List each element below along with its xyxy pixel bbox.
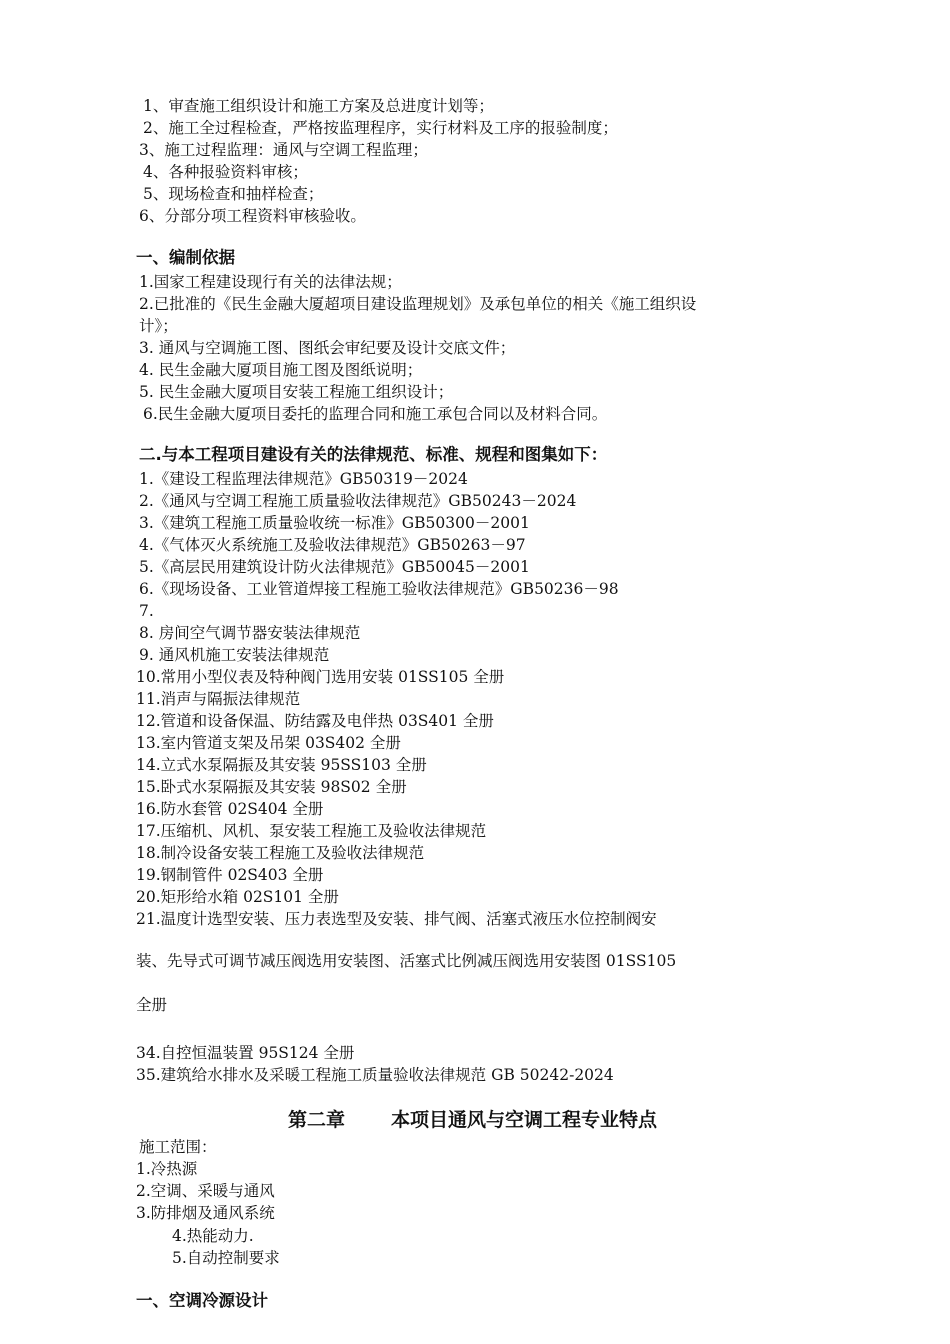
basis-item: 6.民生金融大厦项目委托的监理合同和施工承包合同以及材料合同。 bbox=[143, 405, 608, 423]
standard-item: 17.压缩机、风机、泵安装工程施工及验收法律规范 bbox=[136, 822, 487, 840]
chapter-number: 第二章 bbox=[288, 1109, 346, 1131]
standard-item: 11.消声与隔振法律规范 bbox=[136, 690, 301, 708]
intro-item: 6、分部分项工程资料审核验收。 bbox=[139, 207, 366, 225]
scope-item: 3.防排烟及通风系统 bbox=[136, 1204, 275, 1222]
chapter-title bbox=[288, 1107, 657, 1133]
standard-item: 35.建筑给水排水及采暖工程施工质量验收法律规范 GB 50242-2024 bbox=[136, 1066, 614, 1084]
standard-item: 2.《通风与空调工程施工质量验收法律规范》GB50243－2024 bbox=[139, 492, 577, 510]
basis-item: 1.国家工程建设现行有关的法律法规； bbox=[139, 273, 402, 291]
intro-item: 3、施工过程监理：通风与空调工程监理； bbox=[139, 141, 428, 159]
standard-item: 19.钢制管件 02S403 全册 bbox=[136, 866, 324, 884]
basis-item: 3. 通风与空调施工图、图纸会审纪要及设计交底文件； bbox=[139, 339, 516, 357]
section-heading-cooling: 一、空调冷源设计 bbox=[136, 1291, 268, 1310]
standard-item-continued: 装、先导式可调节减压阀选用安装图、活塞式比例减压阀选用安装图 01SS105 bbox=[136, 952, 677, 970]
standard-item: 8. 房间空气调节器安装法律规范 bbox=[139, 624, 361, 642]
intro-item: 5、现场检查和抽样检查； bbox=[143, 185, 324, 203]
standard-item: 14.立式水泵隔振及其安装 95SS103 全册 bbox=[136, 756, 427, 774]
standard-item: 12.管道和设备保温、防结露及电伴热 03S401 全册 bbox=[136, 712, 494, 730]
scope-item: 4.热能动力. bbox=[172, 1227, 254, 1245]
scope-item: 2.空调、采暖与通风 bbox=[136, 1182, 275, 1200]
standard-item: 5.《高层民用建筑设计防火法律规范》GB50045－2001 bbox=[139, 558, 530, 576]
standard-item: 1.《建设工程监理法律规范》GB50319－2024 bbox=[139, 470, 468, 488]
standard-item: 4.《气体灭火系统施工及验收法律规范》GB50263－97 bbox=[139, 536, 526, 554]
scope-label: 施工范围： bbox=[139, 1138, 217, 1156]
intro-item: 4、各种报验资料审核； bbox=[143, 163, 308, 181]
section-heading-standards: 二.与本工程项目建设有关的法律规范、标准、规程和图集如下： bbox=[139, 445, 608, 464]
scope-item: 1.冷热源 bbox=[136, 1160, 198, 1178]
standard-item: 9. 通风机施工安装法律规范 bbox=[139, 646, 330, 664]
scope-item: 5.自动控制要求 bbox=[172, 1249, 280, 1267]
standard-item: 21.温度计选型安装、压力表选型及安装、排气阀、活塞式液压水位控制阀安 bbox=[136, 910, 657, 928]
basis-item: 计》； bbox=[139, 317, 178, 335]
intro-item: 2、施工全过程检查，严格按监理程序，实行材料及工序的报验制度； bbox=[143, 119, 618, 137]
standard-item: 6.《现场设备、工业管道焊接工程施工验收法律规范》GB50236－98 bbox=[139, 580, 619, 598]
standard-item: 7. bbox=[139, 602, 154, 620]
section-heading-basis: 一、编制依据 bbox=[136, 248, 235, 267]
basis-item: 5. 民生金融大厦项目安装工程施工组织设计； bbox=[139, 383, 454, 401]
standard-item: 13.室内管道支架及吊架 03S402 全册 bbox=[136, 734, 401, 752]
basis-item: 4. 民生金融大厦项目施工图及图纸说明； bbox=[139, 361, 423, 379]
basis-item: 2.已批准的《民生金融大厦超项目建设监理规划》及承包单位的相关《施工组织设 bbox=[139, 295, 697, 313]
standard-item: 34.自控恒温装置 95S124 全册 bbox=[136, 1044, 355, 1062]
standard-item: 10.常用小型仪表及特种阀门选用安装 01SS105 全册 bbox=[136, 668, 505, 686]
standard-item: 3.《建筑工程施工质量验收统一标准》GB50300－2001 bbox=[139, 514, 530, 532]
intro-item: 1、审查施工组织设计和施工方案及总进度计划等； bbox=[143, 97, 494, 115]
standard-item: 15.卧式水泵隔振及其安装 98S02 全册 bbox=[136, 778, 407, 796]
standard-item: 16.防水套管 02S404 全册 bbox=[136, 800, 324, 818]
standard-item-continued: 全册 bbox=[136, 996, 168, 1014]
standard-item: 18.制冷设备安装工程施工及验收法律规范 bbox=[136, 844, 425, 862]
standard-item: 20.矩形给水箱 02S101 全册 bbox=[136, 888, 339, 906]
chapter-heading: 本项目通风与空调工程专业特点 bbox=[391, 1109, 658, 1131]
